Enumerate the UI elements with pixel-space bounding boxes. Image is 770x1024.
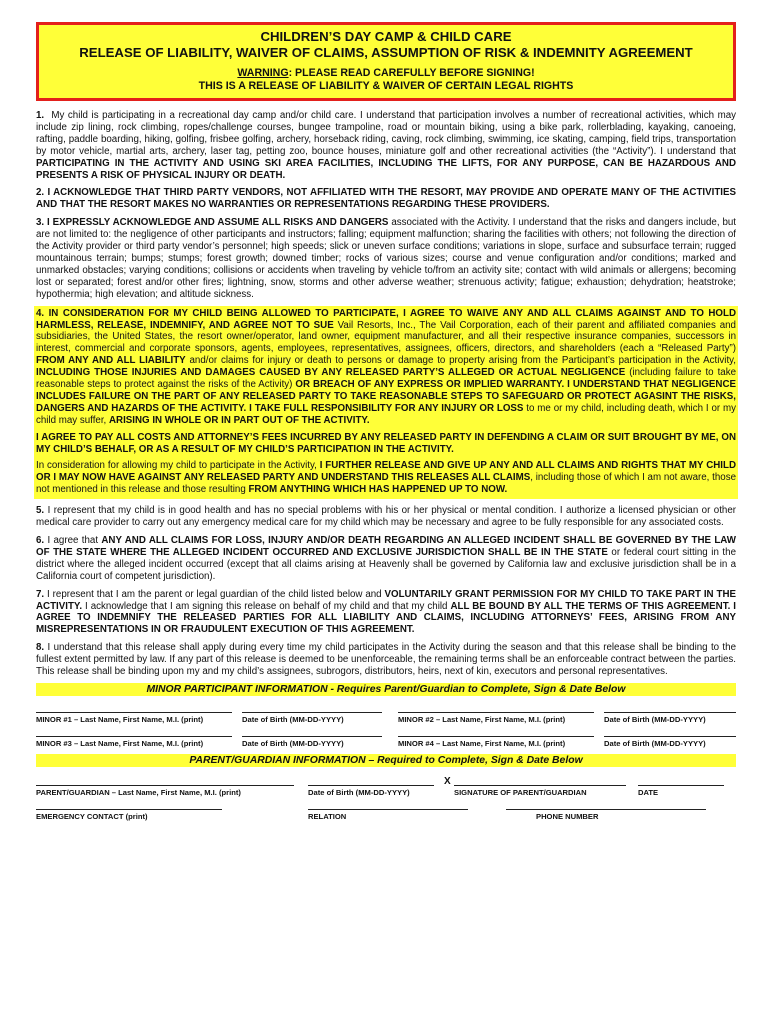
field-label: Date of Birth (MM-DD-YYYY): [308, 787, 410, 797]
paragraph-bold: INCLUDING THOSE INJURIES AND DAMAGES CAUSED BY ANY RELEASED PARTY’S ALLEGED OR ACTUAL NEGLIGENCE: [36, 367, 626, 379]
field-label: SIGNATURE OF PARENT/GUARDIAN: [454, 787, 587, 797]
paragraph-4: [36, 308, 736, 427]
warning-label: WARNING: [237, 67, 289, 79]
minor-2-dob-field[interactable]: [604, 712, 736, 724]
minor-row-2: [36, 726, 736, 748]
paragraph-bold: VOLUNTARILY GRANT PERMISSION FOR MY CHILD TO TAKE PART IN THE ACTIVITY.: [36, 588, 736, 612]
paragraph-text: I understand that this release shall apply during every time my child participates in the Activity during the season and that this release shall be binding to the fullest extent permitted by law. If any part of this release is deemed to be unenforceable, the remaining terms shall be an enforceable contract between the parties. This release shall be binding upon my and my child’s assignees, subrogors, distributors, heirs, next of kin, executors and personal representatives.: [36, 642, 736, 678]
form-title-line1: CHILDREN’S DAY CAMP & CHILD CARE: [260, 29, 512, 44]
paragraph-bold: OR BREACH OF ANY EXPRESS OR IMPLIED WARRANTY. I UNDERSTAND THAT NEGLIGENCE INCLUDES FAILURE ON THE PART OF ANY RELEASED PARTY TO TAKE REASONABLE STEPS TO SAFEGUARD OR PROTECT AGASINT THE RISKS, DANGERS AND HAZARDS OF THE ACTIVITY. I TAKE FULL RESPONSIBILITY FOR ANY INJURY OR LOSS: [36, 379, 736, 414]
paragraph-number: 1.: [36, 110, 45, 121]
field-label: PHONE NUMBER: [536, 811, 599, 821]
paragraph-text: I represent that my child is in good health and has no special problems with his or her physical or mental condition. I authorize a licensed physician or other medical care provider to carry out any emergency medical care for my child which may be necessary and agree to be fully responsible for any associated costs.: [36, 505, 736, 529]
paragraph-number: 8.: [36, 642, 45, 654]
paragraph-text: I represent that I am the parent or legal guardian of the child listed below and: [44, 588, 385, 600]
header-box: [36, 22, 736, 101]
minor-2-name-field[interactable]: [398, 712, 594, 724]
minor-section-title: MINOR PARTICIPANT INFORMATION - Requires Parent/Guardian to Complete, Sign & Date Below: [36, 683, 736, 696]
parent-signature-field[interactable]: [454, 785, 626, 797]
field-label: MINOR #4 – Last Name, First Name, M.I. (print): [398, 738, 566, 748]
paragraph-bold: ALL BE BOUND BY ALL THE TERMS OF THIS AGREEMENT. I AGREE TO INDEMNIFY THE RELEASED PARTIES FOR ALL LIABILITY AND CLAIMS, INCLUDING ATTORNEYS’ FEES, ARISING FROM ANY MISREPRESENTATIONS IN OR FRAUDULENT EXECUTION OF THIS AGREEMENT.: [36, 600, 736, 636]
paragraph-bold: FROM ANYTHING WHICH HAS HAPPENED UP TO NOW.: [248, 484, 508, 496]
paragraph-bold: I AGREE TO PAY ALL COSTS AND ATTORNEY’S FEES INCURRED BY ANY RELEASED PARTY IN DEFENDING A CLAIM OR SUIT BROUGHT BY ME, ON MY CHILD’S BEHALF, OR AS A RESULT OF MY CHILD’S PARTICIPATION IN THE ACTIVITY.: [36, 431, 736, 455]
field-label: EMERGENCY CONTACT (print): [36, 811, 148, 821]
field-label: Date of Birth (MM-DD-YYYY): [604, 714, 706, 724]
paragraph-text: In consideration for allowing my child to participate in the Activity,: [36, 460, 320, 472]
relation-field[interactable]: [308, 809, 468, 821]
paragraph-text: , including those of which I am not aware, those not mentioned in this release and those resulting: [36, 472, 736, 496]
minor-4-name-field[interactable]: [398, 736, 594, 748]
field-label: Date of Birth (MM-DD-YYYY): [242, 738, 344, 748]
paragraph-text: I acknowledge that I am signing this release on behalf of my child and that my child: [82, 600, 451, 612]
paragraph-number: 7.: [36, 588, 45, 600]
paragraph-6: [36, 535, 736, 583]
paragraph-2: [36, 187, 736, 211]
signature-x-mark: X: [444, 775, 451, 787]
paragraph-7: [36, 589, 736, 637]
parent-name-field[interactable]: [36, 785, 294, 797]
paragraph-1: [36, 110, 736, 181]
minor-1-name-field[interactable]: [36, 712, 232, 724]
highlighted-section: [34, 306, 738, 500]
emergency-row: [36, 799, 736, 821]
paragraph-text: to me or my child, including death, which I or my child may suffer,: [36, 402, 736, 426]
paragraph-text: and/or claims for injury or death to persons or damage to property arising from the Participant’s participation in the Activity,: [185, 355, 737, 367]
paragraph-8: [36, 642, 736, 678]
emergency-contact-field[interactable]: [36, 809, 222, 821]
minor-3-dob-field[interactable]: [242, 736, 382, 748]
paragraph-text: My child is participating in a recreational day camp and/or child care. I understand that participation involves a number of recreational activities, which may include zip lining, rock climbing, ropes/challenge courses, bungee trampoline, road or mountain biking, using a bike park, rollerblading, kayaking, canoeing, rafting, paddle boarding, hiking, golfing, frisbee golfing, archery, horseback riding, caving, rock climbing, swimming, ice skating, camping, field trips, transportation by motor vehicle, martial arts, archery, laser tag, petting zoo, bounce houses, miniature golf and other recreational activities (the “Activity”). I understand that: [36, 110, 736, 157]
warning-text: : PLEASE READ CAREFULLY BEFORE SIGNING!: [288, 67, 535, 79]
paragraph-number: 6.: [36, 535, 45, 546]
field-label: PARENT/GUARDIAN – Last Name, First Name, M.I. (print): [36, 787, 241, 797]
paragraph-4-release: [36, 460, 736, 496]
paragraph-4-fees: [36, 432, 736, 456]
paragraph-bold: I FURTHER RELEASE AND GIVE UP ANY AND ALL CLAIMS AND RIGHTS THAT MY CHILD OR I MAY NOW HAVE AGAINST ANY RELEASED PARTY AND UNDERSTAND THIS RELEASES ALL CLAIMS: [36, 460, 737, 484]
paragraph-text: Vail Resorts, Inc., The Vail Corporation, each of their parent and affiliated companies and subsidiaries, the United States, the resort owner/operator, land owner, equipment manufacturer, and all their respective insurance companies, successors in interest, commercial and corporate sponsors, agents, employees, representatives, assignees, officers, directors, and shareholders (each a “Released Party”): [36, 319, 736, 355]
paragraph-bold: FROM ANY AND ALL LIABILITY: [36, 355, 186, 367]
warning-line2: THIS IS A RELEASE OF LIABILITY & WAIVER OF CERTAIN LEGAL RIGHTS: [198, 80, 574, 92]
field-label: MINOR #1 – Last Name, First Name, M.I. (print): [36, 714, 204, 724]
paragraph-text: (including failure to take reasonable steps to protect against the risks of the Activity): [36, 367, 736, 391]
minor-1-dob-field[interactable]: [242, 712, 382, 724]
paragraph-number: 5.: [36, 505, 45, 517]
field-label: MINOR #3 – Last Name, First Name, M.I. (print): [36, 738, 204, 748]
minor-3-name-field[interactable]: [36, 736, 232, 748]
parent-row: [36, 773, 736, 797]
paragraph-bold: ANY AND ALL CLAIMS FOR LOSS, INJURY AND/OR DEATH REGARDING AN ALLEGED INCIDENT SHALL BE GOVERNED BY THE LAW OF THE STATE WHERE THE ALLEGED INCIDENT OCCURRED AND EXCLUSIVE JURISDICTION SHALL BE IN THE STATE: [36, 535, 736, 558]
parent-dob-field[interactable]: [308, 785, 434, 797]
paragraph-text: I agree that: [44, 535, 102, 546]
paragraph-bold: 4. IN CONSIDERATION FOR MY CHILD BEING ALLOWED TO PARTICIPATE, I AGREE TO WAIVE ANY AND ALL CLAIMS AGAINST AND TO HOLD HARMLESS, RELEASE, INDEMNIFY, AND AGREE NOT TO SUE: [36, 307, 736, 331]
paragraph-bold: 3. I EXPRESSLY ACKNOWLEDGE AND ASSUME ALL RISKS AND DANGERS: [36, 217, 389, 229]
parent-section-title: PARENT/GUARDIAN INFORMATION – Required to Complete, Sign & Date Below: [36, 754, 736, 767]
paragraph-bold: PARTICIPATING IN THE ACTIVITY AND USING SKI AREA FACILITIES, INCLUDING THE LIFTS, FOR ANY PURPOSE, CAN BE HAZARDOUS AND PRESENTS A RISK OF PHYSICAL INJURY OR DEATH.: [36, 157, 736, 181]
paragraph-text: associated with the Activity. I understand that the risks and dangers include, but are not limited to: the negligence of other participants and instructors; falling; equipment malfunction; sharing the facilities with others; not following the direction of the Activity provider or third party vendor’s personnel; high speeds; slick or uneven surface conditions; variations in slope, surface and subsurface terrain; rugged mountainous terrain; bumps; stumps; forest growth; downed timber; rocks of various sizes; course and venue configuration and/or conditions; marked and unmarked obstacles; varying conditions; collisions or accidents when traveling by vehicle to/from an activity site; contact with wild animals or allergens; becoming lost or separated; forest and/or other fires; lightning, snow, storms and other adverse weather; strenuous activity; fatigue; exhaustion; dehydration; heatstroke; hypothermia; high elevation; and altitude sickness.: [36, 217, 737, 300]
field-label: Date of Birth (MM-DD-YYYY): [242, 714, 344, 724]
minor-4-dob-field[interactable]: [604, 736, 736, 748]
warning-line1: [49, 67, 723, 80]
paragraph-bold: ARISING IN WHOLE OR IN PART OUT OF THE ACTIVITY.: [108, 414, 370, 426]
field-label: RELATION: [308, 811, 347, 821]
paragraph-3: [36, 217, 736, 300]
phone-number-field[interactable]: [506, 809, 706, 821]
paragraph-text: or federal court sitting in the district where the alleged incident occurred (except that all claims arising at Heavenly shall be governed by California law and exclusive jurisdiction shall be in a California court of competent jurisdiction).: [36, 546, 736, 582]
field-label: DATE: [638, 787, 659, 797]
minor-row-1: [36, 702, 736, 724]
field-label: Date of Birth (MM-DD-YYYY): [604, 738, 706, 748]
field-label: MINOR #2 – Last Name, First Name, M.I. (print): [398, 714, 566, 724]
waiver-form: [36, 22, 736, 821]
parent-date-field[interactable]: [638, 785, 724, 797]
paragraph-5: [36, 505, 736, 529]
form-title-line2: RELEASE OF LIABILITY, WAIVER OF CLAIMS, ASSUMPTION OF RISK & INDEMNITY AGREEMENT: [79, 45, 693, 60]
paragraph-bold: 2. I ACKNOWLEDGE THAT THIRD PARTY VENDORS, NOT AFFILIATED WITH THE RESORT, MAY PROVIDE AND OPERATE MANY OF THE ACTIVITIES AND THAT THE RESORT MAKES NO WARRANTIES OR REPRESENTATIONS REGARDING THESE PROVIDERS.: [36, 187, 736, 211]
